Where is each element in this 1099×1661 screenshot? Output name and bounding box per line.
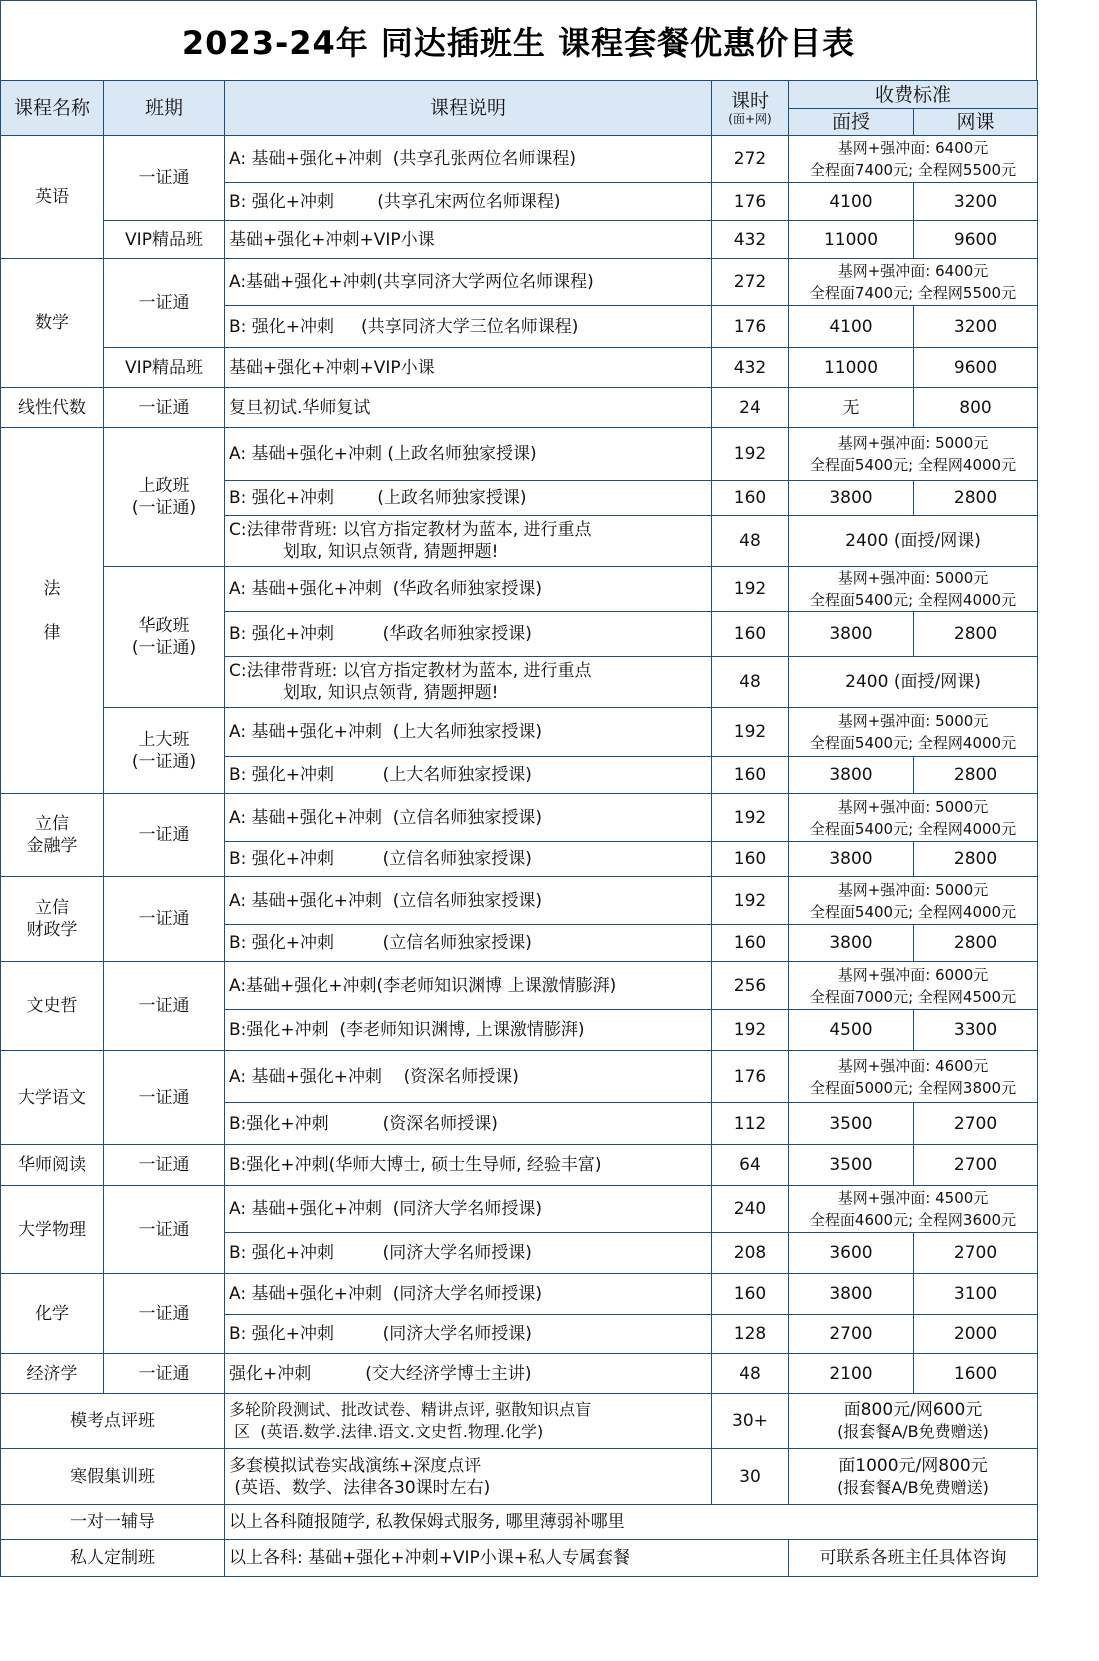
fee-line: 基网+强冲面: 5000元 (837, 880, 989, 899)
online-fee: 2700 (914, 1233, 1038, 1274)
course-name: 寒假集训班 (1, 1449, 225, 1505)
course-desc: A:基础+强化+冲刺(共享同济大学两位名师课程) (225, 259, 712, 306)
course-name-line: 法 (43, 578, 61, 599)
table-row (1, 708, 1038, 757)
face-fee: 11000 (789, 221, 914, 259)
class-name: 一证通 (104, 962, 225, 1051)
hours: 208 (712, 1233, 789, 1274)
desc-line: C:法律带背班: 以官方指定教材为蓝本, 进行重点 (229, 661, 592, 681)
online-fee: 2800 (914, 481, 1038, 516)
course-desc: B: 强化+冲刺 (同济大学名师授课) (225, 1233, 712, 1274)
table-row (1, 877, 1038, 925)
class-name: VIP精品班 (104, 221, 225, 259)
fee-line: 基网+强冲面: 5000元 (837, 712, 989, 730)
course-name: 一对一辅导 (1, 1505, 225, 1540)
course-desc: A: 基础+强化+冲刺 (同济大学名师授课) (225, 1186, 712, 1233)
fee-package (789, 1449, 1038, 1505)
hours: 64 (712, 1145, 789, 1186)
course-desc: B: 强化+冲刺 (立信名师独家授课) (225, 925, 712, 962)
online-fee: 9600 (914, 221, 1038, 259)
fee-package (789, 136, 1038, 183)
hours: 160 (712, 925, 789, 962)
desc-line: 区 (英语.数学.法律.语文.文史哲.物理.化学) (229, 1422, 544, 1441)
course-desc: A: 基础+强化+冲刺 (共享孔张两位名师课程) (225, 136, 712, 183)
hours: 272 (712, 136, 789, 183)
face-fee: 4100 (789, 306, 914, 348)
class-name-line: (一证通) (131, 498, 197, 518)
class-name-line: (一证通) (131, 638, 197, 658)
class-name-line: (一证通) (131, 751, 197, 772)
course-desc: B: 强化+冲刺 (华政名师独家授课) (225, 612, 712, 657)
course-name: 数学 (1, 259, 104, 388)
header-hours-sub: (面+网) (728, 112, 772, 126)
class-name: 一证通 (104, 259, 225, 348)
fee-line: 基网+强冲面: 5000元 (837, 797, 989, 816)
table-row (1, 1354, 1038, 1394)
table-row (1, 136, 1038, 183)
face-fee: 3500 (789, 1103, 914, 1145)
course-name-line: 金融学 (26, 836, 78, 856)
hours: 160 (712, 842, 789, 877)
fee-line: 基网+强冲面: 6400元 (837, 262, 989, 280)
course-name (1, 794, 104, 877)
face-fee: 3800 (789, 757, 914, 794)
online-fee: 2800 (914, 842, 1038, 877)
face-fee: 3800 (789, 842, 914, 877)
class-name-line: 上大班 (138, 729, 190, 750)
fee-package (789, 962, 1038, 1010)
course-name (1, 877, 104, 962)
hours: 176 (712, 183, 789, 221)
course-desc: 强化+冲刺 (交大经济学博士主讲) (225, 1354, 712, 1394)
table-row (1, 1186, 1038, 1233)
header-hours-label: 课时 (730, 90, 769, 112)
hours: 192 (712, 877, 789, 925)
hours: 30 (712, 1449, 789, 1505)
table-row (1, 567, 1038, 612)
face-fee: 4100 (789, 183, 914, 221)
hours: 192 (712, 1010, 789, 1051)
hours: 160 (712, 481, 789, 516)
desc-line: (英语、数学、法律各30课时左右) (229, 1477, 491, 1498)
class-name (104, 708, 225, 794)
course-name: 经济学 (1, 1354, 104, 1394)
course-desc: 以上各科随报随学, 私教保姆式服务, 哪里薄弱补哪里 (225, 1505, 1038, 1540)
header-fee: 收费标准 (789, 81, 1038, 109)
class-name: 一证通 (104, 877, 225, 962)
course-desc: A: 基础+强化+冲刺 (立信名师独家授课) (225, 877, 712, 925)
online-fee: 2700 (914, 1103, 1038, 1145)
class-name: 一证通 (104, 1051, 225, 1145)
course-desc: B:强化+冲刺 (资深名师授课) (225, 1103, 712, 1145)
fee-line: 基网+强冲面: 6000元 (837, 965, 989, 984)
hours: 48 (712, 657, 789, 708)
hours: 128 (712, 1315, 789, 1354)
class-name-line: 上政班 (138, 476, 190, 496)
table-row (1, 388, 1038, 428)
fee-line: 全程面7400元; 全程网5500元 (809, 284, 1017, 302)
course-desc: B: 强化+冲刺 (共享孔宋两位名师课程) (225, 183, 712, 221)
fee-package (789, 428, 1038, 481)
class-name (104, 567, 225, 708)
desc-line: C:法律带背班: 以官方指定教材为蓝本, 进行重点 (229, 520, 592, 540)
course-name: 大学语文 (1, 1051, 104, 1145)
online-fee: 2800 (914, 612, 1038, 657)
course-desc: 复旦初试.华师复试 (225, 388, 712, 428)
header-desc: 课程说明 (225, 81, 712, 136)
hours: 160 (712, 612, 789, 657)
course-desc: B:强化+冲刺(华师大博士, 硕士生导师, 经验丰富) (225, 1145, 712, 1186)
table-row (1, 1505, 1038, 1540)
online-fee: 2700 (914, 1145, 1038, 1186)
course-name-line: 财政学 (26, 920, 78, 940)
course-desc: A: 基础+强化+冲刺 (同济大学名师授课) (225, 1274, 712, 1315)
course-name: 文史哲 (1, 962, 104, 1051)
fee-package (789, 1051, 1038, 1103)
hours: 432 (712, 348, 789, 388)
hours: 192 (712, 794, 789, 842)
hours: 176 (712, 306, 789, 348)
fee-package (789, 1186, 1038, 1233)
hours: 432 (712, 221, 789, 259)
face-fee: 3800 (789, 1274, 914, 1315)
table-row (1, 428, 1038, 481)
header-face: 面授 (789, 109, 914, 136)
fee-package: 可联系各班主任具体咨询 (789, 1540, 1038, 1577)
fee-package (789, 708, 1038, 757)
desc-line: 多套模拟试卷实战演练+深度点评 (229, 1455, 482, 1476)
course-name: 华师阅读 (1, 1145, 104, 1186)
course-desc (225, 516, 712, 567)
table-row (1, 1540, 1038, 1577)
hours: 192 (712, 428, 789, 481)
hours: 48 (712, 516, 789, 567)
table-row (1, 1145, 1038, 1186)
face-fee: 2700 (789, 1315, 914, 1354)
fee-line: 全程面5400元; 全程网4000元 (809, 591, 1017, 609)
online-fee: 3200 (914, 306, 1038, 348)
course-desc: B:强化+冲刺 (李老师知识渊博, 上课激情膨湃) (225, 1010, 712, 1051)
online-fee: 2000 (914, 1315, 1038, 1354)
class-name: 一证通 (104, 136, 225, 221)
hours: 256 (712, 962, 789, 1010)
course-desc: A: 基础+强化+冲刺 (资深名师授课) (225, 1051, 712, 1103)
face-fee: 3500 (789, 1145, 914, 1186)
fee-note: (报套餐A/B免费赠送) (837, 1477, 989, 1497)
fee-line: 基网+强冲面: 5000元 (837, 569, 989, 587)
face-fee: 4500 (789, 1010, 914, 1051)
online-fee: 3300 (914, 1010, 1038, 1051)
hours: 240 (712, 1186, 789, 1233)
course-desc: B: 强化+冲刺 (同济大学名师授课) (225, 1315, 712, 1354)
online-fee: 800 (914, 388, 1038, 428)
fee-line: 基网+强冲面: 4600元 (837, 1056, 989, 1075)
class-name: 一证通 (104, 794, 225, 877)
fee-line: 面800元/网600元 (843, 1400, 983, 1420)
face-fee: 3800 (789, 925, 914, 962)
table-row (1, 221, 1038, 259)
price-table (0, 80, 1038, 1577)
table-row (1, 1051, 1038, 1103)
desc-line: 多轮阶段测试、批改试卷、精讲点评, 驱散知识点盲 (229, 1400, 592, 1419)
fee-line: 基网+强冲面: 4500元 (837, 1189, 989, 1207)
course-desc: B: 强化+冲刺 (上政名师独家授课) (225, 481, 712, 516)
fee-package (789, 259, 1038, 306)
course-name: 英语 (1, 136, 104, 259)
fee-line: 全程面5000元; 全程网3800元 (809, 1078, 1017, 1097)
course-desc (225, 1394, 712, 1449)
fee-line: 基网+强冲面: 5000元 (837, 434, 989, 452)
hours: 192 (712, 708, 789, 757)
fee-line: 基网+强冲面: 6400元 (837, 139, 989, 157)
course-desc (225, 1449, 712, 1505)
online-fee: 3100 (914, 1274, 1038, 1315)
table-row (1, 1394, 1038, 1449)
course-desc: B: 强化+冲刺 (共享同济大学三位名师课程) (225, 306, 712, 348)
face-fee: 3600 (789, 1233, 914, 1274)
course-name: 私人定制班 (1, 1540, 225, 1577)
course-desc: A: 基础+强化+冲刺 (华政名师独家授课) (225, 567, 712, 612)
fee-line: 全程面7400元; 全程网5500元 (809, 161, 1017, 179)
fee-note: (报套餐A/B免费赠送) (837, 1422, 989, 1441)
header-online: 网课 (914, 109, 1038, 136)
course-name-line: 律 (43, 622, 61, 643)
course-desc: 基础+强化+冲刺+VIP小课 (225, 348, 712, 388)
class-name (104, 428, 225, 567)
course-name: 化学 (1, 1274, 104, 1354)
hours: 272 (712, 259, 789, 306)
table-row (1, 1449, 1038, 1505)
hours: 160 (712, 1274, 789, 1315)
class-name: VIP精品班 (104, 348, 225, 388)
hours: 112 (712, 1103, 789, 1145)
online-fee: 1600 (914, 1354, 1038, 1394)
fee-line: 全程面5400元; 全程网4000元 (809, 819, 1017, 838)
course-name: 模考点评班 (1, 1394, 225, 1449)
fee-line: 全程面4600元; 全程网3600元 (809, 1211, 1017, 1229)
table-row (1, 348, 1038, 388)
course-name-line: 立信 (35, 898, 69, 918)
page-title: 2023-24年 同达插班生 课程套餐优惠价目表 (0, 0, 1037, 80)
class-name: 一证通 (104, 1145, 225, 1186)
course-desc: A: 基础+强化+冲刺 (立信名师独家授课) (225, 794, 712, 842)
table-row (1, 962, 1038, 1010)
fee-line: 全程面7000元; 全程网4500元 (809, 987, 1017, 1006)
online-fee: 9600 (914, 348, 1038, 388)
online-fee: 2800 (914, 757, 1038, 794)
hours: 192 (712, 567, 789, 612)
hours: 176 (712, 1051, 789, 1103)
table-row (1, 1274, 1038, 1315)
online-fee: 2800 (914, 925, 1038, 962)
course-name-line: 立信 (35, 814, 69, 834)
course-desc (225, 657, 712, 708)
class-name-line: 华政班 (138, 616, 190, 636)
fee-package (789, 877, 1038, 925)
face-fee: 无 (789, 388, 914, 428)
face-fee: 3800 (789, 612, 914, 657)
course-name (1, 428, 104, 794)
fee-package (789, 794, 1038, 842)
face-fee: 11000 (789, 348, 914, 388)
fee-line: 面1000元/网800元 (838, 1455, 988, 1476)
hours: 48 (712, 1354, 789, 1394)
course-desc: B: 强化+冲刺 (上大名师独家授课) (225, 757, 712, 794)
class-name: 一证通 (104, 388, 225, 428)
class-name: 一证通 (104, 1354, 225, 1394)
course-name: 线性代数 (1, 388, 104, 428)
hours: 24 (712, 388, 789, 428)
course-desc: 以上各科: 基础+强化+冲刺+VIP小课+私人专属套餐 (225, 1540, 789, 1577)
fee-package: 2400 (面授/网课) (789, 516, 1038, 567)
face-fee: 2100 (789, 1354, 914, 1394)
course-name: 大学物理 (1, 1186, 104, 1274)
hours: 160 (712, 757, 789, 794)
table-row (1, 259, 1038, 306)
course-desc: 基础+强化+冲刺+VIP小课 (225, 221, 712, 259)
course-desc: B: 强化+冲刺 (立信名师独家授课) (225, 842, 712, 877)
fee-package (789, 567, 1038, 612)
course-desc: A:基础+强化+冲刺(李老师知识渊博 上课激情膨湃) (225, 962, 712, 1010)
fee-line: 全程面5400元; 全程网4000元 (809, 456, 1017, 474)
header-hours (712, 81, 789, 136)
desc-line: 划取, 知识点领背, 猜题押题! (229, 542, 499, 562)
fee-line: 全程面5400元; 全程网4000元 (809, 902, 1017, 921)
desc-line: 划取, 知识点领背, 猜题押题! (229, 683, 499, 703)
course-desc: A: 基础+强化+冲刺 (上大名师独家授课) (225, 708, 712, 757)
hours: 30+ (712, 1394, 789, 1449)
face-fee: 3800 (789, 481, 914, 516)
fee-package: 2400 (面授/网课) (789, 657, 1038, 708)
fee-line: 全程面5400元; 全程网4000元 (809, 734, 1017, 752)
header-course: 课程名称 (1, 81, 104, 136)
course-desc: A: 基础+强化+冲刺 (上政名师独家授课) (225, 428, 712, 481)
class-name: 一证通 (104, 1274, 225, 1354)
table-row (1, 794, 1038, 842)
header-class: 班期 (104, 81, 225, 136)
online-fee: 3200 (914, 183, 1038, 221)
class-name: 一证通 (104, 1186, 225, 1274)
fee-package (789, 1394, 1038, 1449)
